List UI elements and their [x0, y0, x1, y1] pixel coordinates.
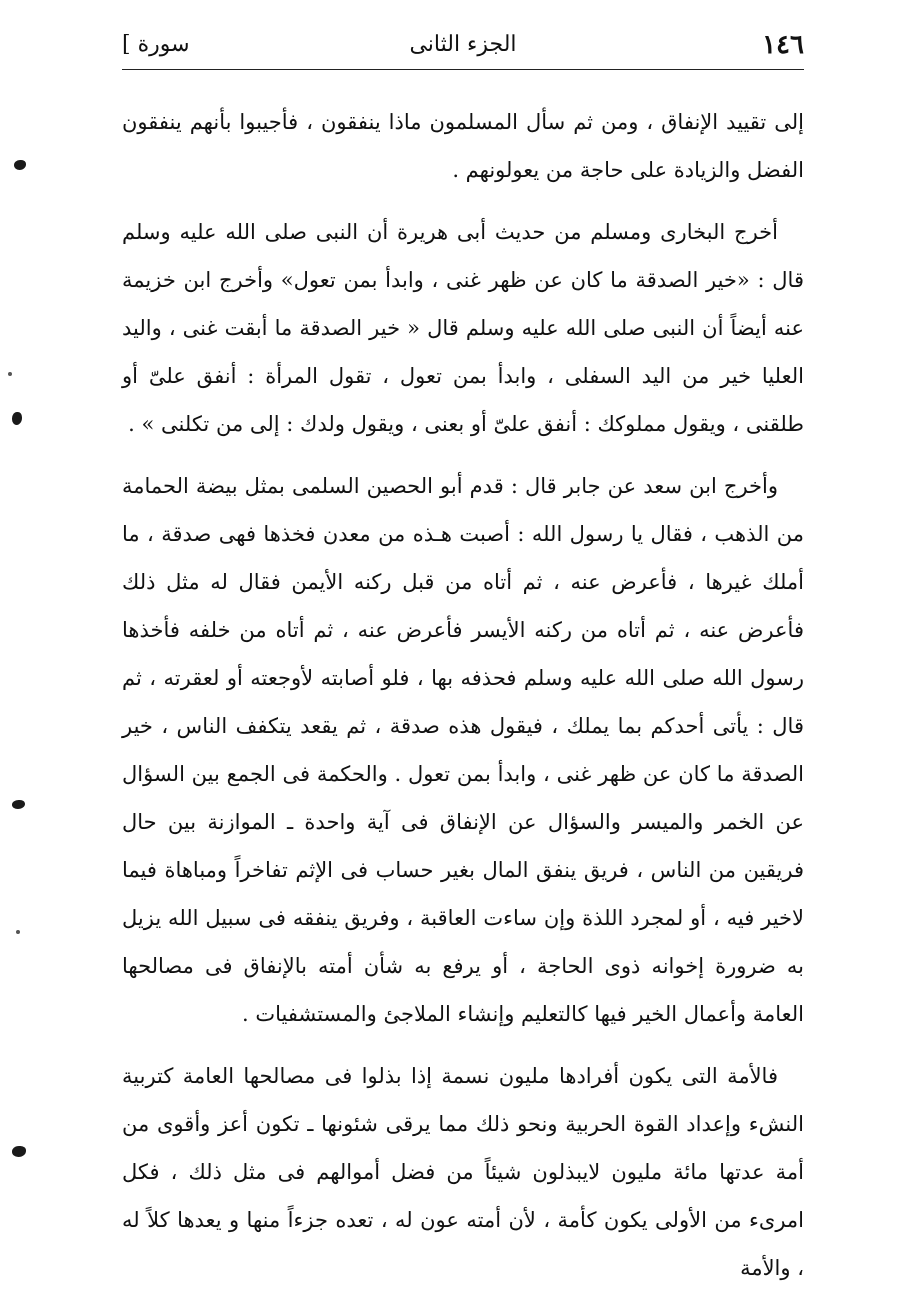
margin-speck: [8, 372, 12, 376]
margin-ink-mark: [12, 412, 22, 425]
surah-label: سورة ]: [122, 32, 190, 57]
paragraph-2: أخرج البخارى ومسلم من حديث أبى هريرة أن النبى صلى الله عليه وسلم قال : «خير الصدقة ما كان عن ظهر غنى ، وابدأ بمن تعول» وأخرج ابن خزيمة عنه أيضاً أن النبى صلى الله عليه وسلم قال « خير الصدقة ما أبقت غنى ، واليد العليا خير من اليد السفلى ، وابدأ بمن تعول ، تقول المرأة : أنفق علىّ أو طلقنى ، ويقول مملوكك : أنفق علىّ أو بعنى ، ويقول ولدك : إلى من تكلنى » .: [122, 220, 804, 436]
margin-ink-mark: [14, 160, 26, 170]
header-rule: [122, 69, 804, 70]
margin-ink-mark: [12, 1146, 26, 1157]
paragraph-1: إلى تقييد الإنفاق ، ومن ثم سأل المسلمون ماذا ينفقون ، فأجيبوا بأنهم ينفقون الفضل والزيادة على حاجة من يعولونهم .: [122, 110, 804, 182]
margin-speck: [16, 930, 20, 934]
page-header: [122, 26, 804, 68]
margin-ink-mark: [12, 800, 25, 809]
part-title: الجزء الثانى: [409, 32, 517, 57]
page-number: ١٤٦: [762, 30, 804, 60]
paragraph-4: فالأمة التى يكون أفرادها مليون نسمة إذا بذلوا فى مصالحها العامة كتربية النشء وإعداد القوة الحربية ونحو ذلك مما يرقى شئونها ـ تكون أعز وأقوى من أمة عدتها مائة مليون لايبذلون شيئاً من فضل أموالهم فى مثل ذلك ، فكل امرىء من الأولى يكون كأمة ، لأن أمته عون له ، تعده جزءاً منها و يعدها كلاً له ، والأمة: [122, 1064, 804, 1280]
paragraph-3: وأخرج ابن سعد عن جابر قال : قدم أبو الحصين السلمى بمثل بيضة الحمامة من الذهب ، فقال يا رسول الله : أصبت هـذه من معدن فخذها فهى صدقة ، ما أملك غيرها ، فأعرض عنه ، ثم أتاه من قبل ركنه الأيمن فقال له مثل ذلك فأعرض عنه ، ثم أتاه من ركنه الأيسر فأعرض عنه ، ثم أتاه من خلفه فأخذها رسول الله صلى الله عليه وسلم فحذفه بها ، فلو أصابته لأوجعته أو لعقرته ، ثم قال : يأتى أحدكم بما يملك ، فيقول هذه صدقة ، ثم يقعد يتكفف الناس ، خير الصدقة ما كان عن ظهر غنى ، وابدأ بمن تعول . والحكمة فى الجمع بين السؤال عن الخمر والميسر والسؤال عن الإنفاق فى آية واحدة ـ الموازنة بين حال فريقين من الناس ، فريق ينفق المال بغير حساب فى الإثم تفاخراً ومباهاة فيما لاخير فيه ، أو لمجرد اللذة وإن ساءت العاقبة ، وفريق ينفقه فى سبيل الله يزيل به ضرورة إخوانه ذوى الحاجة ، أو يرفع به شأن أمته بالإنفاق فى مصالحها العامة وأعمال الخير فيها كالتعليم وإنشاء الملاجئ والمستشفيات .: [122, 474, 804, 1026]
body-text: [122, 98, 804, 1292]
